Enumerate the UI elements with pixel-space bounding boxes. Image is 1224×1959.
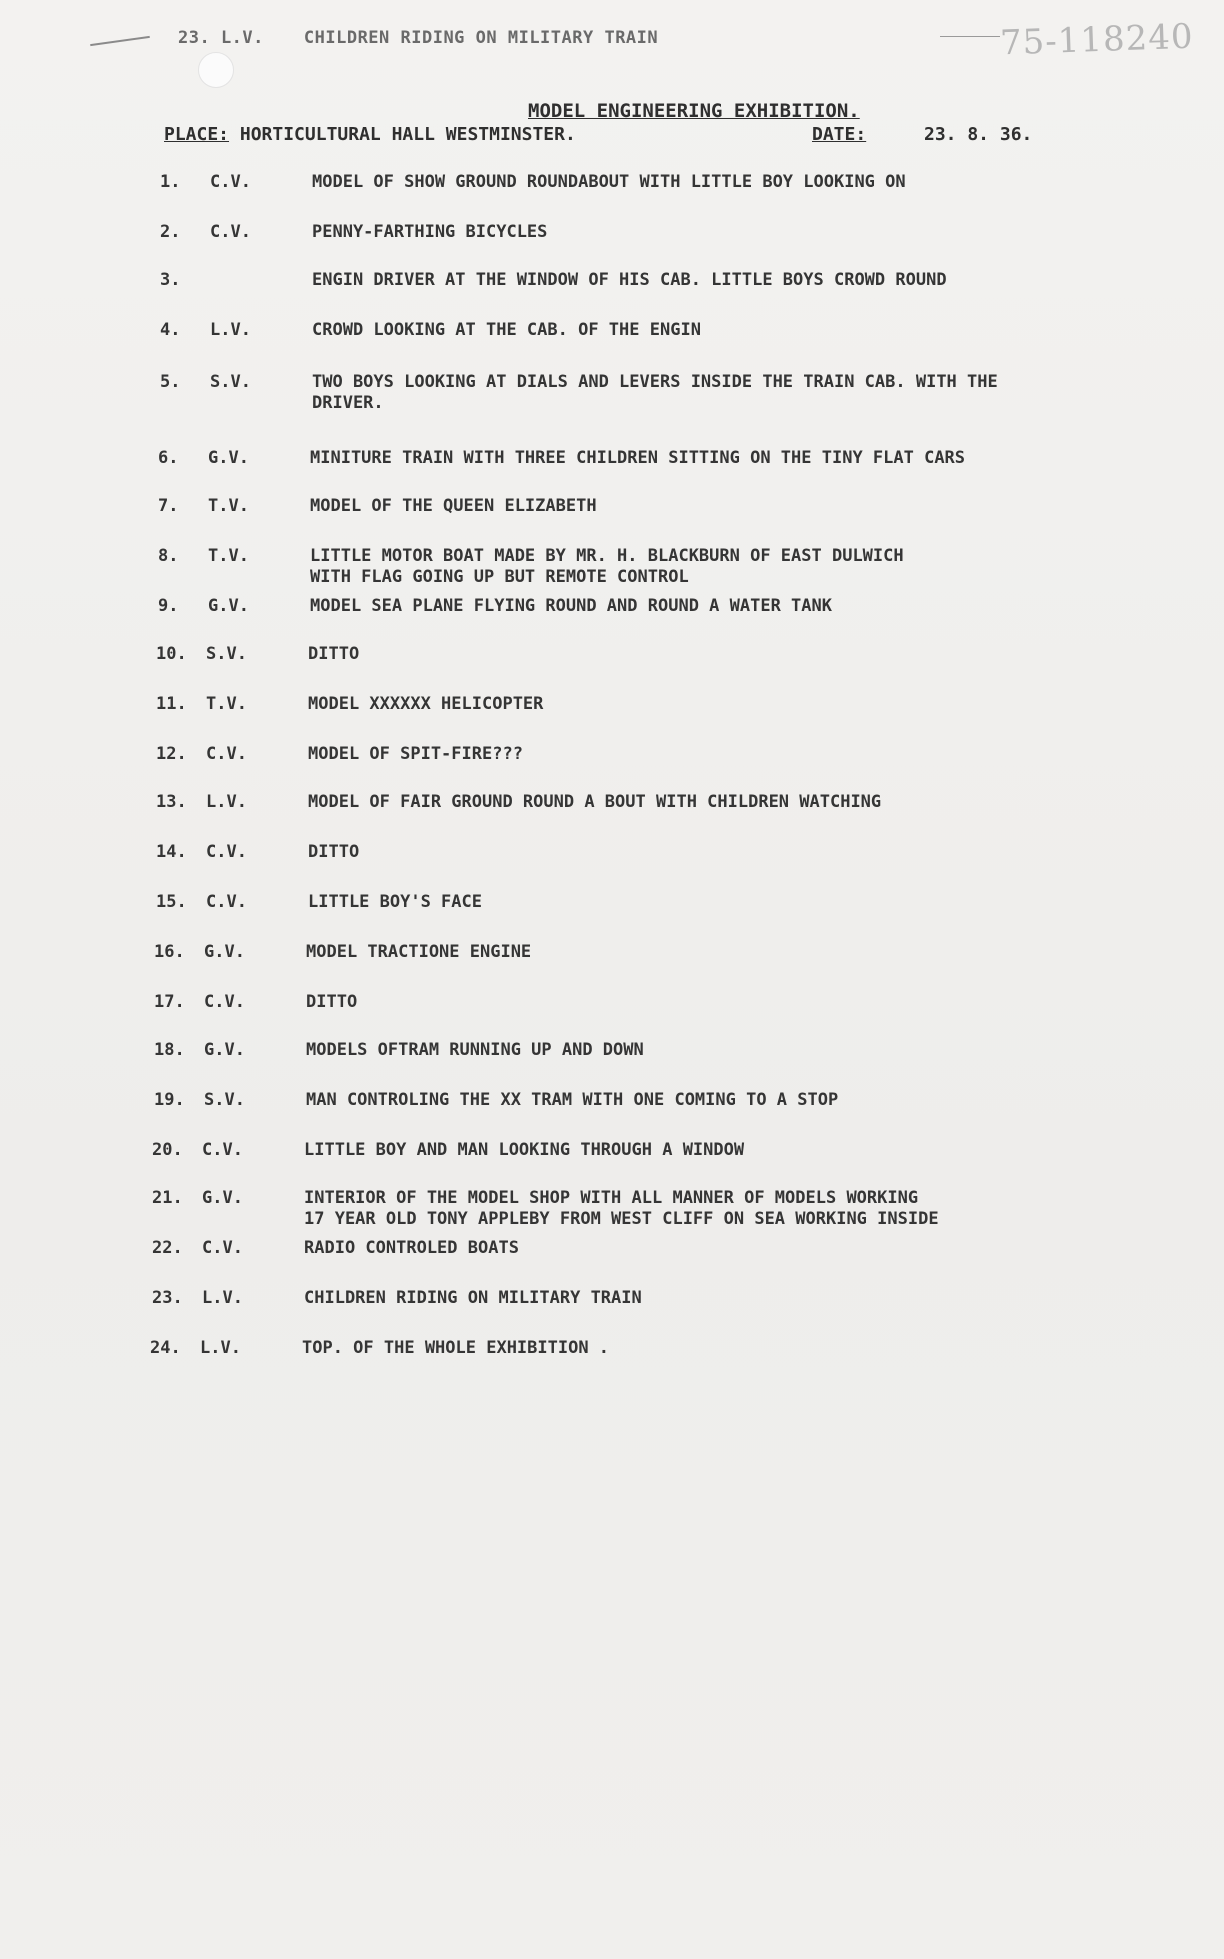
entry-number: 22. [152, 1238, 183, 1258]
place-value: HORTICULTURAL HALL WESTMINSTER. [239, 124, 576, 145]
entry-description: CHILDREN RIDING ON MILITARY TRAIN [304, 1288, 642, 1308]
entry-description: PENNY-FARTHING BICYCLES [312, 222, 548, 242]
carryover-text: CHILDREN RIDING ON MILITARY TRAIN [303, 28, 659, 48]
place-label: PLACE: [164, 124, 230, 145]
entry-description: MODEL OF THE QUEEN ELIZABETH [310, 496, 597, 516]
entry-description: MODEL XXXXXX HELICOPTER [308, 694, 544, 714]
carryover-line [178, 28, 658, 48]
entry-shot-type: G.V. [208, 596, 249, 616]
entry-number: 16. [154, 942, 185, 962]
entry-shot-type: C.V. [202, 1238, 243, 1258]
entry-description: CROWD LOOKING AT THE CAB. OF THE ENGIN [312, 320, 701, 340]
entry-shot-type: C.V. [206, 744, 247, 764]
entry-shot-type: C.V. [210, 222, 251, 242]
entry-number: 11. [156, 694, 187, 714]
entry-number: 24. [150, 1338, 181, 1358]
entry-description: MINITURE TRAIN WITH THREE CHILDREN SITTING ON THE TINY FLAT CARS [310, 448, 966, 468]
entry-shot-type: G.V. [204, 942, 245, 962]
entry-shot-type: T.V. [208, 496, 249, 516]
entry-number: 20. [152, 1140, 183, 1160]
handwritten-reference: 75-118240 [999, 16, 1195, 64]
entry-shot-type: L.V. [200, 1338, 241, 1358]
entry-shot-type: L.V. [202, 1288, 243, 1308]
entry-shot-type: C.V. [202, 1140, 243, 1160]
entry-shot-type: T.V. [208, 546, 249, 566]
pen-mark [90, 36, 150, 46]
entry-number: 7. [158, 496, 179, 516]
entry-description: TWO BOYS LOOKING AT DIALS AND LEVERS INSIDE THE TRAIN CAB. WITH THE DRIVER. [312, 372, 998, 413]
entry-shot-type: T.V. [206, 694, 247, 714]
entry-number: 19. [154, 1090, 185, 1110]
entry-number: 4. [160, 320, 181, 340]
entry-description: DITTO [308, 644, 360, 664]
entry-shot-type: L.V. [206, 792, 247, 812]
entry-description: MODEL OF SPIT-FIRE??? [308, 744, 523, 764]
entry-number: 23. [152, 1288, 183, 1308]
entry-description: LITTLE MOTOR BOAT MADE BY MR. H. BLACKBURN OF EAST DULWICH WITH FLAG GOING UP BUT REMOTE CONTROL [310, 546, 904, 587]
date-value: 23. 8. 36. [924, 124, 1033, 145]
entry-number: 18. [154, 1040, 185, 1060]
entry-description: MODEL OF SHOW GROUND ROUNDABOUT WITH LITTLE BOY LOOKING ON [312, 172, 906, 192]
entry-description: ENGIN DRIVER AT THE WINDOW OF HIS CAB. LITTLE BOYS CROWD ROUND [312, 270, 947, 290]
entry-description: MODEL OF FAIR GROUND ROUND A BOUT WITH CHILDREN WATCHING [308, 792, 882, 812]
entry-description: INTERIOR OF THE MODEL SHOP WITH ALL MANNER OF MODELS WORKING 17 YEAR OLD TONY APPLEBY FROM WEST CLIFF ON SEA WORKING INSIDE [304, 1188, 939, 1229]
entry-description: DITTO [306, 992, 358, 1012]
entry-description: DITTO [308, 842, 360, 862]
entry-shot-type: S.V. [204, 1090, 245, 1110]
entry-shot-type: G.V. [208, 448, 249, 468]
entry-number: 1. [160, 172, 181, 192]
entry-shot-type: S.V. [210, 372, 251, 392]
date-label: DATE: [812, 124, 867, 145]
entry-description: LITTLE BOY'S FACE [308, 892, 482, 912]
entry-number: 13. [156, 792, 187, 812]
pen-mark [940, 36, 1000, 37]
entry-shot-type: C.V. [204, 992, 245, 1012]
entry-number: 5. [160, 372, 181, 392]
entry-number: 21. [152, 1188, 183, 1208]
entry-description: LITTLE BOY AND MAN LOOKING THROUGH A WINDOW [304, 1140, 745, 1160]
entry-number: 14. [156, 842, 187, 862]
entry-shot-type: C.V. [206, 892, 247, 912]
entry-shot-type: S.V. [206, 644, 247, 664]
entry-number: 12. [156, 744, 187, 764]
document-title: MODEL ENGINEERING EXHIBITION. [528, 100, 860, 122]
punch-hole [198, 52, 234, 88]
entry-shot-type: C.V. [206, 842, 247, 862]
entry-shot-type: L.V. [210, 320, 251, 340]
entry-number: 17. [154, 992, 185, 1012]
entry-description: MAN CONTROLING THE XX TRAM WITH ONE COMING TO A STOP [306, 1090, 839, 1110]
entry-number: 9. [158, 596, 179, 616]
entry-description: MODEL SEA PLANE FLYING ROUND AND ROUND A WATER TANK [310, 596, 832, 616]
entry-shot-type: C.V. [210, 172, 251, 192]
place-date-row [164, 124, 1064, 145]
entry-number: 8. [158, 546, 179, 566]
entry-number: 15. [156, 892, 187, 912]
entry-shot-type: G.V. [204, 1040, 245, 1060]
entry-shot-type: G.V. [202, 1188, 243, 1208]
entry-number: 2. [160, 222, 181, 242]
entry-number: 10. [156, 644, 187, 664]
entry-description: RADIO CONTROLED BOATS [304, 1238, 519, 1258]
entry-number: 6. [158, 448, 179, 468]
entry-description: MODELS OFTRAM RUNNING UP AND DOWN [306, 1040, 644, 1060]
entry-description: TOP. OF THE WHOLE EXHIBITION . [302, 1338, 610, 1358]
entry-number: 3. [160, 270, 181, 290]
entry-description: MODEL TRACTIONE ENGINE [306, 942, 532, 962]
carryover-number: 23. L.V. [178, 28, 264, 48]
